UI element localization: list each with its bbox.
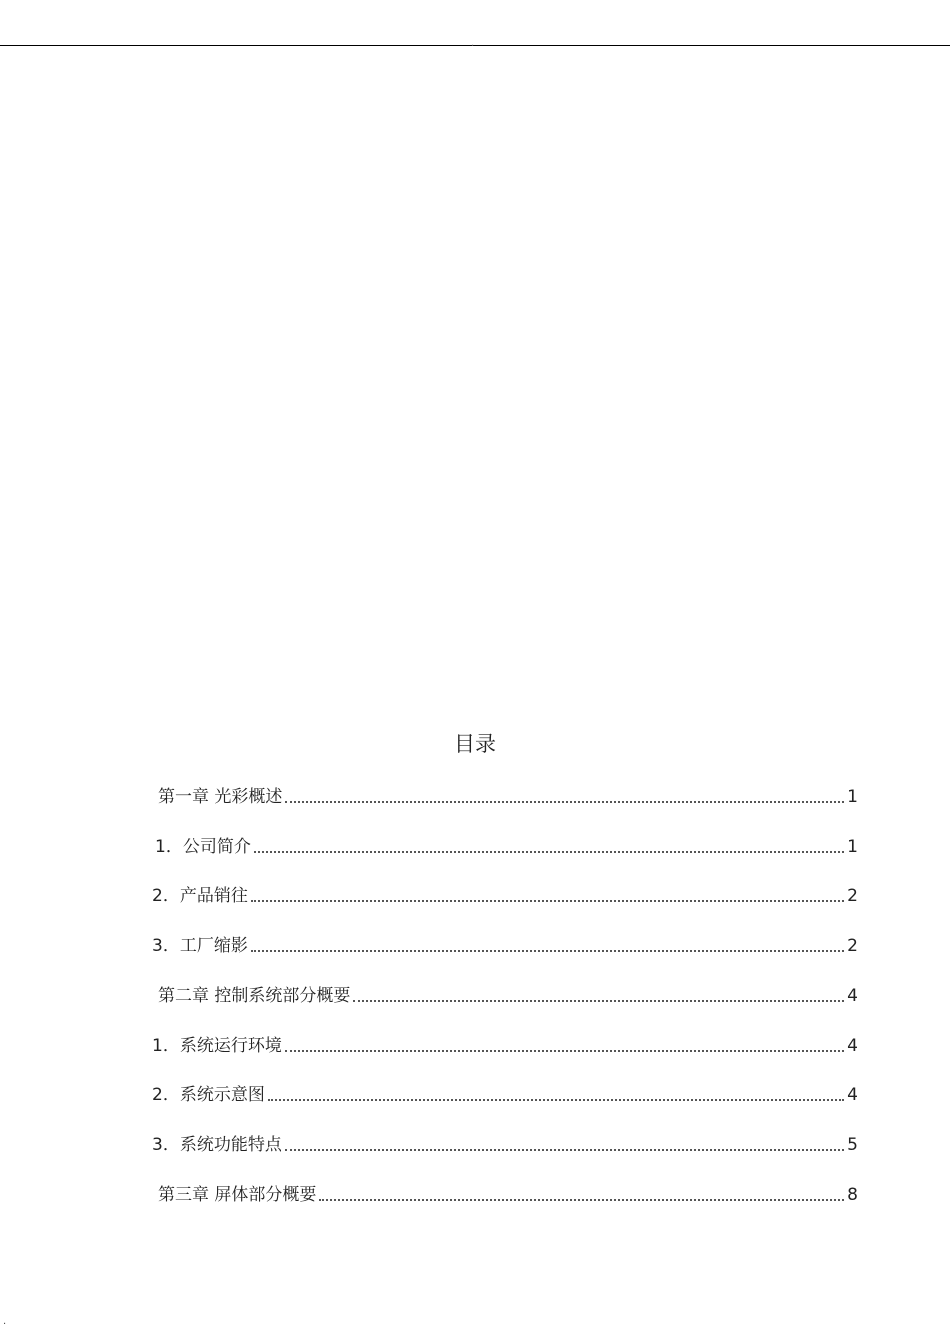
toc-dot-leader <box>254 851 844 853</box>
toc-entry-chapter-1[interactable] <box>158 786 858 808</box>
toc-entry-label: 1．公司简介 <box>155 837 251 857</box>
toc-dot-leader <box>319 1199 844 1201</box>
toc-title: 目录 <box>454 732 496 756</box>
toc-entry-section[interactable] <box>155 836 858 858</box>
toc-entry-label: 1．系统运行环境 <box>152 1036 282 1056</box>
toc-entry-label: 第三章 屏体部分概要 <box>158 1185 317 1205</box>
toc-entry-label: 3．工厂缩影 <box>152 936 248 956</box>
toc-dot-leader <box>353 1000 844 1002</box>
toc-page-number: 5 <box>847 1135 858 1155</box>
toc-entry-section[interactable] <box>152 1035 858 1057</box>
toc-page-number: 2 <box>847 936 858 956</box>
toc-entry-label: 2．产品销往 <box>152 886 248 906</box>
header-mark: . <box>471 38 475 49</box>
toc-page-number: 1 <box>847 787 858 807</box>
toc-dot-leader <box>285 1149 844 1151</box>
toc-entry-label: 3．系统功能特点 <box>152 1135 282 1155</box>
toc-page-number: 4 <box>847 1036 858 1056</box>
toc-entry-section[interactable] <box>152 885 858 907</box>
toc-entry-label: 第一章 光彩概述 <box>158 787 283 807</box>
toc-entry-section[interactable] <box>152 1134 858 1156</box>
toc-page-number: 1 <box>847 837 858 857</box>
toc-page-number: 2 <box>847 886 858 906</box>
toc-entry-chapter-2[interactable] <box>158 985 858 1007</box>
toc-page-number: 4 <box>847 1085 858 1105</box>
toc-dot-leader <box>285 1050 844 1052</box>
toc-dot-leader <box>251 950 844 952</box>
toc-dot-leader <box>268 1099 844 1101</box>
toc-page-number: 8 <box>847 1185 858 1205</box>
toc-entry-section[interactable] <box>152 1084 858 1106</box>
footer-mark: . <box>3 1316 7 1327</box>
toc-page-number: 4 <box>847 986 858 1006</box>
toc-entry-chapter-3[interactable] <box>158 1184 858 1206</box>
toc-entry-section[interactable] <box>152 935 858 957</box>
toc-entry-label: 第二章 控制系统部分概要 <box>158 986 351 1006</box>
toc-dot-leader <box>285 801 844 803</box>
toc-entry-label: 2．系统示意图 <box>152 1085 265 1105</box>
toc-dot-leader <box>251 900 844 902</box>
header-rule <box>0 45 950 46</box>
